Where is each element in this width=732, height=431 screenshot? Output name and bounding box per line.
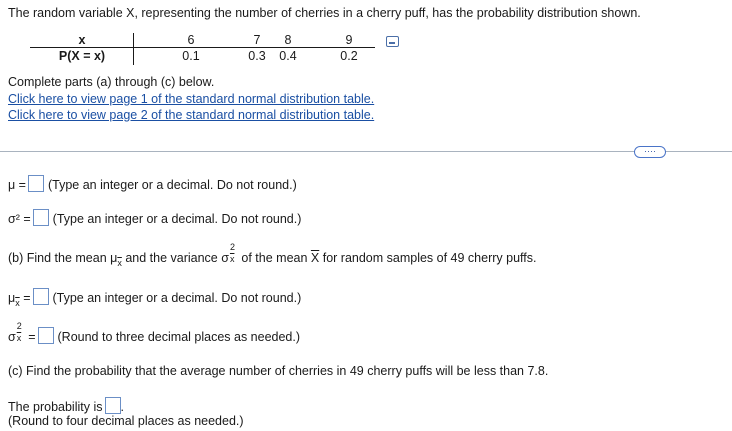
sigma-xbar-squared: [16, 321, 25, 343]
table-rule-vertical: [133, 33, 134, 65]
normal-table-page2-link[interactable]: Click here to view page 2 of the standard normal distribution table.: [8, 108, 375, 122]
normal-table-page1-link[interactable]: Click here to view page 1 of the standard normal distribution table.: [8, 92, 375, 106]
copy-table-icon[interactable]: [386, 36, 399, 47]
table-rule-horizontal: [30, 47, 375, 48]
xbar-symbol: X: [310, 251, 320, 265]
part-b-prompt-of: of the mean: [237, 251, 311, 265]
table-header-x: x: [78, 33, 86, 47]
instructions: Complete parts (a) through (c) below.: [8, 75, 215, 89]
xbar-subscript: x: [15, 298, 20, 308]
table-header-px: P(X = x): [58, 49, 106, 63]
part-b-prompt: [8, 242, 537, 268]
xbar-subscript: x: [229, 254, 235, 264]
probability-label: The probability is: [8, 400, 103, 414]
mu-xbar-answer-input[interactable]: [33, 288, 49, 305]
sigma2-label: σ² =: [8, 212, 31, 226]
table-x-value: 9: [345, 33, 353, 47]
sigma2-xbar-answer-input[interactable]: [38, 327, 54, 344]
part-b-prompt-start: (b) Find the mean μ: [8, 251, 118, 265]
table-p-value: 0.3: [248, 49, 266, 63]
mu-note: (Type an integer or a decimal. Do not round.): [47, 178, 297, 192]
xbar-subscript: x: [117, 258, 122, 268]
probability-answer-input[interactable]: [105, 397, 121, 414]
problem-intro: The random variable X, representing the number of cherries in a cherry puff, has the probability distribution shown.: [8, 6, 641, 20]
sigma2-note: (Type an integer or a decimal. Do not round.): [52, 212, 302, 226]
table-x-value: 8: [284, 33, 292, 47]
table-p-value: 0.2: [340, 49, 358, 63]
part-c-prompt: (c) Find the probability that the average number of cherries in 49 cherry puffs will be less than 7.8.: [8, 364, 549, 378]
part-b-sigma2-row: [8, 321, 301, 344]
table-x-value: 7: [253, 33, 261, 47]
sigma2-xbar-note: (Round to three decimal places as needed.): [57, 330, 301, 344]
more-options-button[interactable]: ····: [634, 146, 666, 158]
part-b-mu-row: [8, 288, 301, 308]
mu-symbol: μ: [8, 291, 16, 305]
part-a-mu-row: [8, 175, 297, 192]
equals-sign: =: [28, 330, 36, 344]
part-c-answer-row: [8, 397, 124, 414]
sigma-symbol: σ: [8, 330, 16, 344]
equals-sign: =: [23, 291, 31, 305]
period: .: [120, 400, 124, 414]
part-b-prompt-middle: and the variance σ: [121, 251, 229, 265]
table-x-value: 6: [187, 33, 195, 47]
part-c-note: (Round to four decimal places as needed.): [8, 414, 244, 428]
mu-label: μ =: [8, 178, 26, 192]
table-p-value: 0.1: [182, 49, 200, 63]
mu-xbar-note: (Type an integer or a decimal. Do not round.): [52, 291, 302, 305]
table-p-value: 0.4: [279, 49, 297, 63]
superscript-two: 2: [16, 321, 22, 331]
mu-answer-input[interactable]: [28, 175, 44, 192]
part-a-sigma2-row: [8, 209, 301, 226]
sigma-xbar-squared: [229, 242, 238, 264]
section-divider: [0, 151, 732, 152]
xbar-subscript: x: [16, 333, 22, 343]
superscript-two: 2: [229, 242, 235, 252]
sigma2-answer-input[interactable]: [33, 209, 49, 226]
part-b-prompt-end: for random samples of 49 cherry puffs.: [319, 251, 537, 265]
